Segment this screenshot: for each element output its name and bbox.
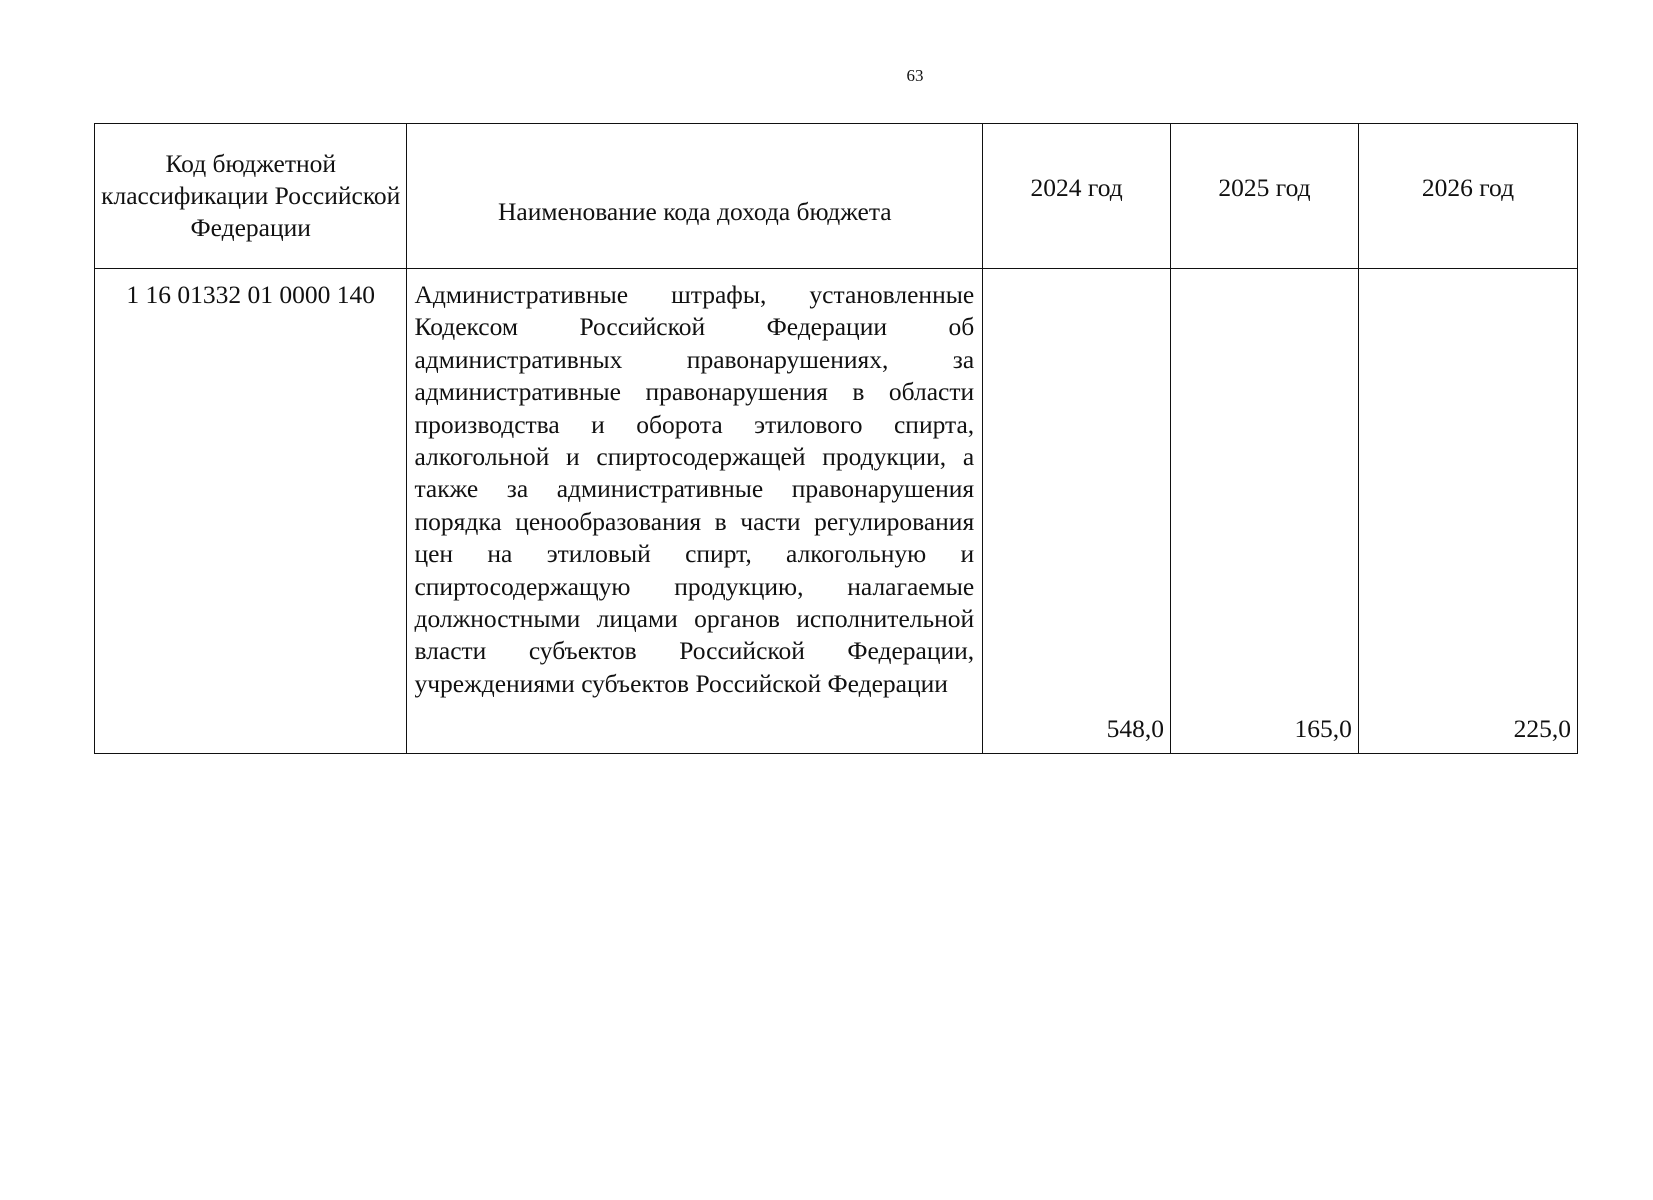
cell-value-2025: 165,0 bbox=[1171, 269, 1359, 754]
cell-value-2024: 548,0 bbox=[983, 269, 1171, 754]
cell-revenue-name: Административные штрафы, установленные Кодексом Российской Федерации об административных правонарушениях, за административные правонарушения в области производства и оборота этилового спирта, алкогольной и спиртосодержащей продукции, а также за административные правонарушения порядка ценообразования в части регулирования цен на этиловый спирт, алкогольную и спиртосодержащую продукцию, налагаемые должностными лицами органов исполнительной власти субъектов Российской Федерации, учреждениями субъектов Российской Федерации bbox=[407, 269, 983, 754]
cell-budget-code: 1 16 01332 01 0000 140 bbox=[95, 269, 407, 754]
budget-revenue-table bbox=[94, 123, 1578, 754]
table-header-row bbox=[95, 124, 1578, 269]
header-year-2024: 2024 год bbox=[983, 124, 1171, 269]
page-number: 63 bbox=[906, 66, 924, 85]
header-year-2026: 2026 год bbox=[1358, 124, 1577, 269]
header-revenue-name: Наименование кода дохода бюджета bbox=[407, 124, 983, 269]
header-year-2025: 2025 год bbox=[1171, 124, 1359, 269]
header-budget-code: Код бюджетной классификации Российской Федерации bbox=[95, 124, 407, 269]
table-row bbox=[95, 269, 1578, 754]
cell-value-2026: 225,0 bbox=[1358, 269, 1577, 754]
